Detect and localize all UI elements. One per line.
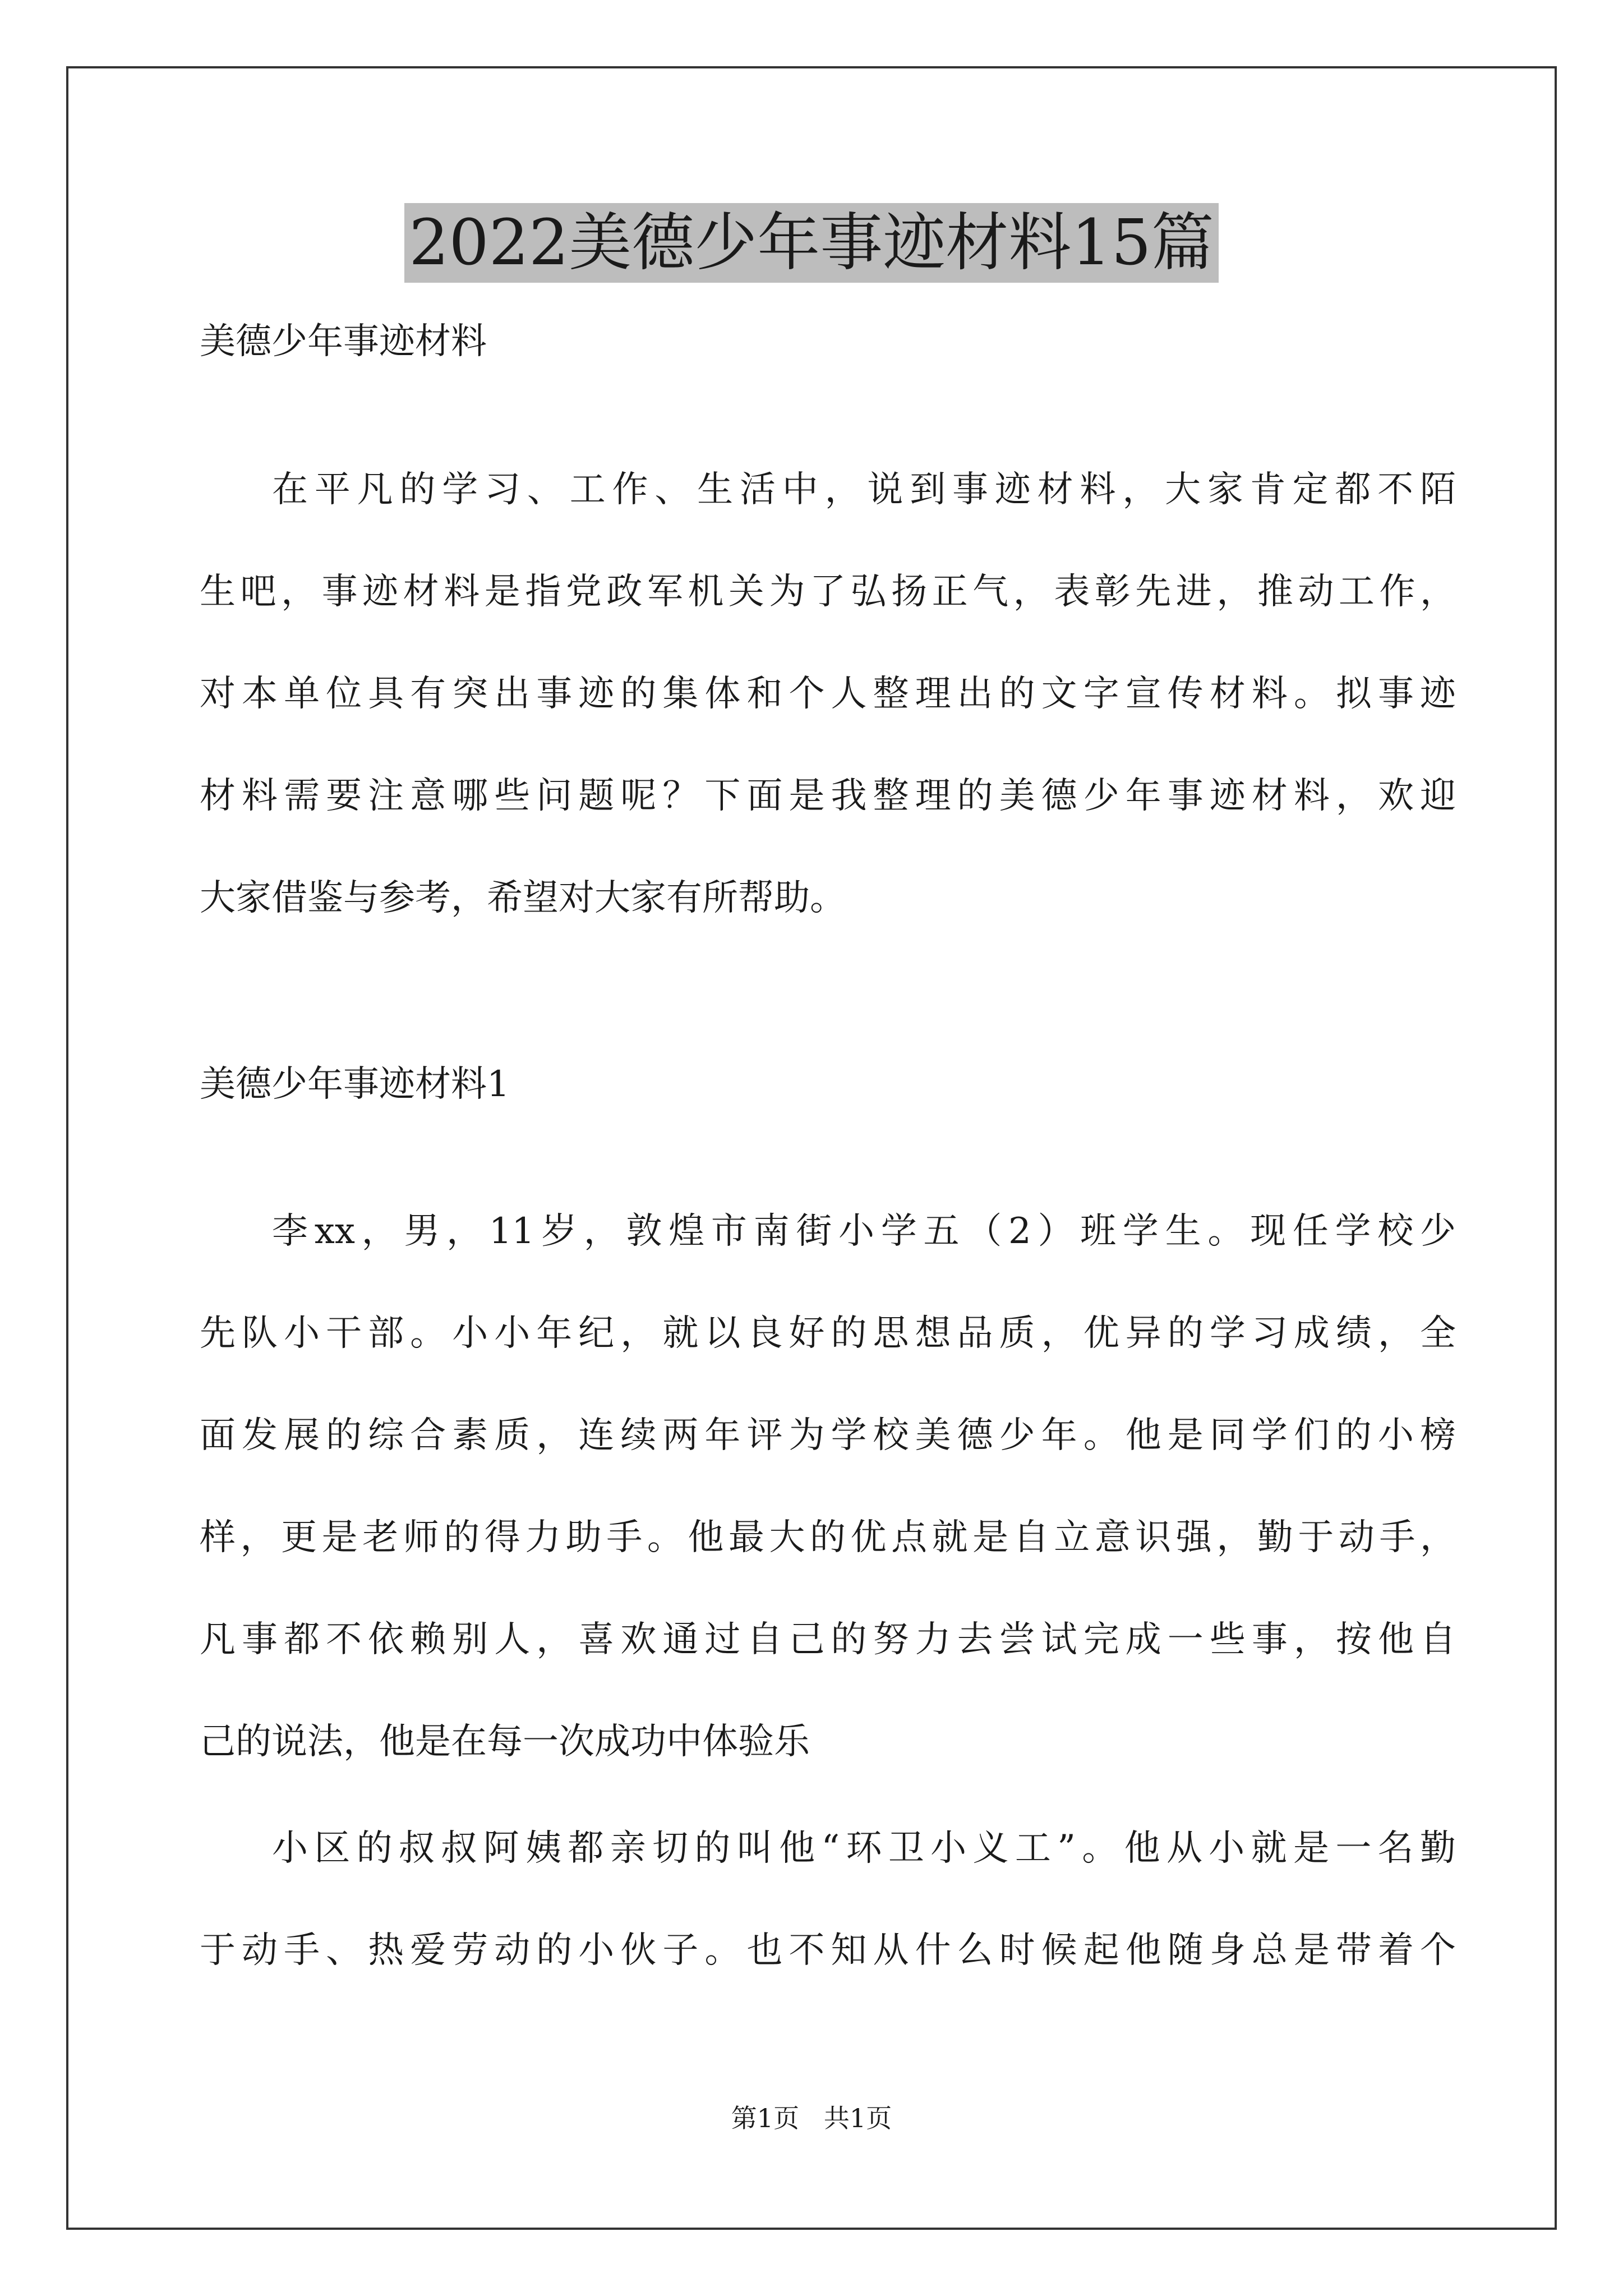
section1-p1-line-3: 面发展的综合素质，连续两年评为学校美德少年。他是同学们的小榜 xyxy=(200,1415,1456,1456)
section1-p1-line-6: 己的说法，他是在每一次成功中体验乐 xyxy=(200,1721,810,1763)
document-title xyxy=(0,201,1623,285)
section1-p2-line-1: 小区的叔叔阿姨都亲切的叫他“环卫小义工”。他从小就是一名勤 xyxy=(272,1828,1456,1869)
intro-line-3: 对本单位具有突出事迹的集体和个人整理出的文字宣传材料。拟事迹 xyxy=(200,673,1456,715)
intro-line-1: 在平凡的学习、工作、生活中，说到事迹材料，大家肯定都不陌 xyxy=(272,469,1456,510)
intro-line-2: 生吧，事迹材料是指党政军机关为了弘扬正气，表彰先进，推动工作， xyxy=(200,571,1456,613)
intro-line-5: 大家借鉴与参考，希望对大家有所帮助。 xyxy=(200,877,846,919)
intro-heading: 美德少年事迹材料 xyxy=(200,321,487,362)
intro-line-4: 材料需要注意哪些问题呢？下面是我整理的美德少年事迹材料，欢迎 xyxy=(200,775,1456,817)
page-footer: 第1页 共1页 xyxy=(731,2103,892,2133)
section1-heading: 美德少年事迹材料1 xyxy=(200,1064,510,1105)
section1-p1-line-2: 先队小干部。小小年纪，就以良好的思想品质，优异的学习成绩，全 xyxy=(200,1313,1456,1354)
section1-p1-line-4: 样，更是老师的得力助手。他最大的优点就是自立意识强，勤于动手， xyxy=(200,1517,1456,1558)
section1-p1-line-1: 李xx，男，11岁，敦煌市南街小学五（2）班学生。现任学校少 xyxy=(272,1211,1456,1252)
section1-p1-line-5: 凡事都不依赖别人，喜欢通过自己的努力去尝试完成一些事，按他自 xyxy=(200,1619,1456,1660)
page-border xyxy=(66,66,1557,2230)
document-title-text: 2022美德少年事迹材料15篇 xyxy=(404,203,1219,283)
section1-p2-line-2: 于动手、热爱劳动的小伙子。也不知从什么时候起他随身总是带着个 xyxy=(200,1930,1456,1971)
